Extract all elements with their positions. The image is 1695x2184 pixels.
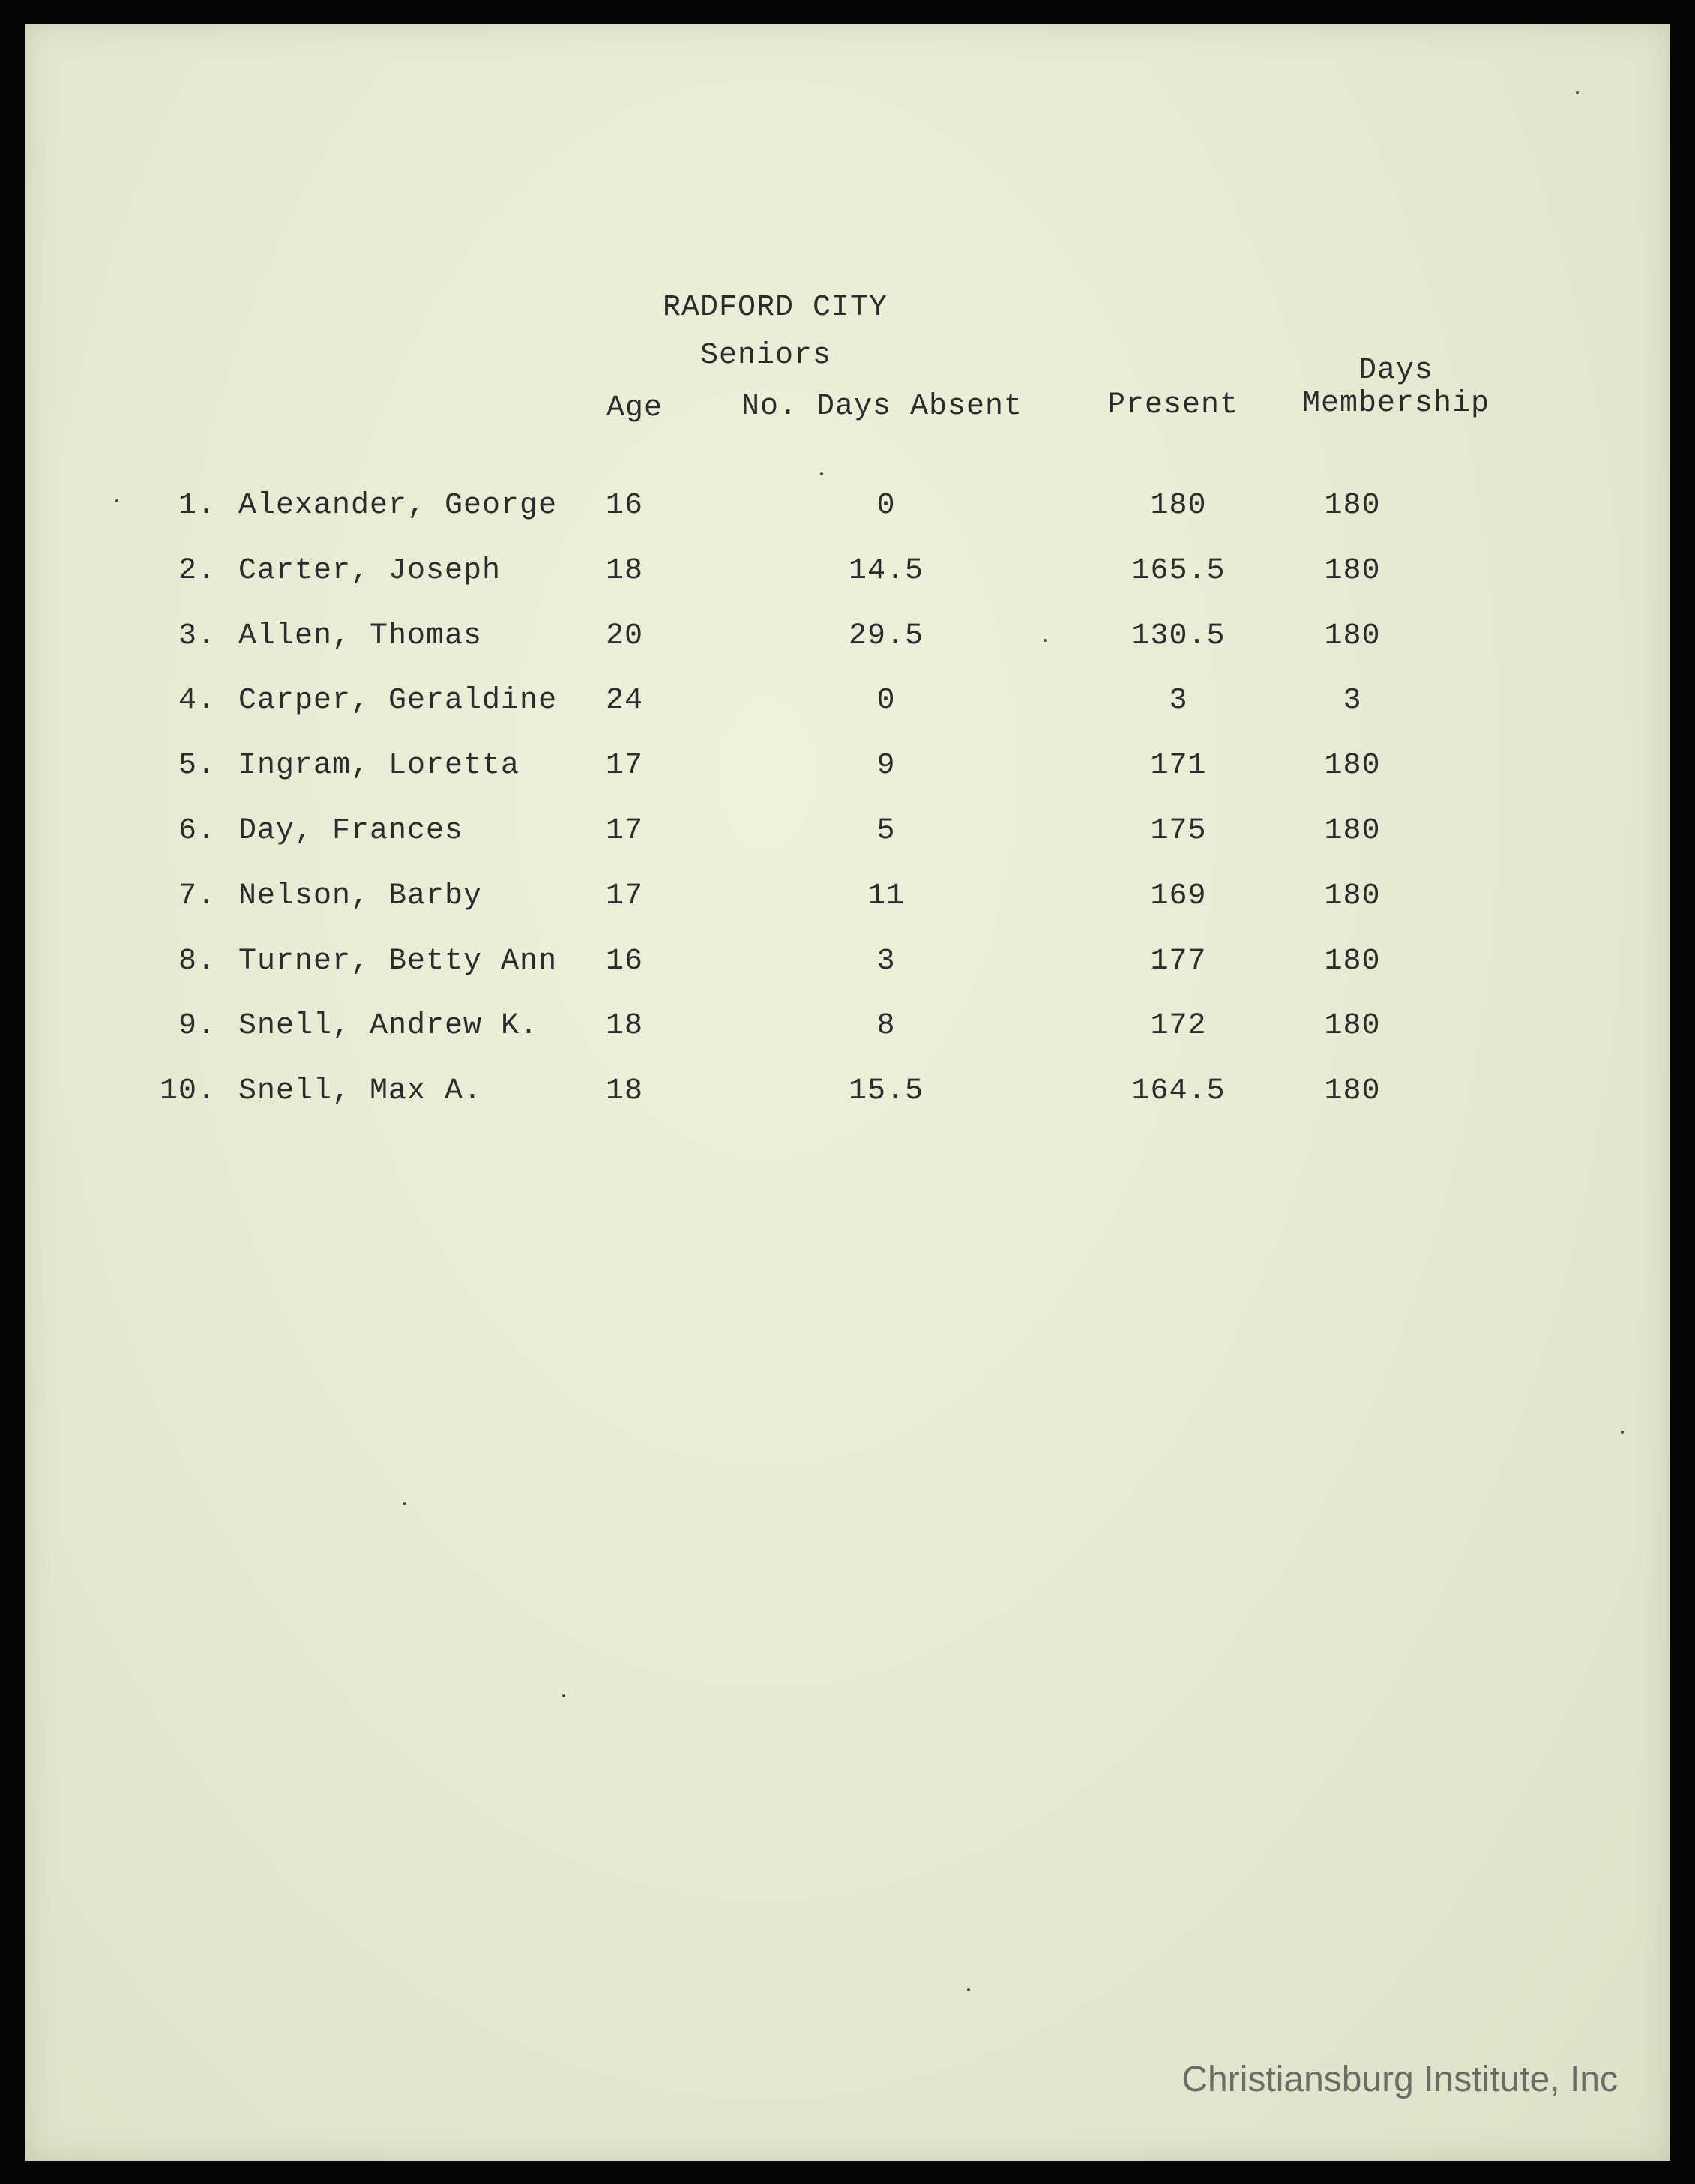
- student-name: Turner, Betty Ann: [238, 945, 558, 978]
- student-name: Carper, Geraldine: [238, 684, 558, 718]
- row-number: 10.: [159, 1074, 216, 1108]
- days-present-cell: 165.5: [1131, 554, 1226, 588]
- header-present: Present: [1107, 388, 1239, 422]
- age-cell: 16: [606, 945, 644, 978]
- document-title: RADFORD CITY: [663, 291, 888, 325]
- days-membership-cell: 180: [1324, 619, 1381, 653]
- age-cell: 18: [606, 554, 644, 588]
- row-number: 2.: [178, 554, 216, 588]
- days-absent-cell: 15.5: [848, 1074, 924, 1108]
- row-number: 7.: [178, 879, 216, 913]
- row-number: 3.: [178, 619, 216, 653]
- row-number: 1.: [178, 489, 216, 523]
- student-name: Nelson, Barby: [238, 879, 483, 913]
- student-name: Alexander, George: [238, 489, 558, 523]
- row-number: 9.: [178, 1009, 216, 1043]
- row-number: 5.: [178, 749, 216, 783]
- age-cell: 17: [606, 814, 644, 848]
- document-page: [25, 24, 1670, 2161]
- row-number: 4.: [178, 684, 216, 718]
- days-membership-cell: 3: [1343, 684, 1362, 718]
- document-subtitle: Seniors: [700, 339, 832, 373]
- header-absent: No. Days Absent: [741, 390, 1023, 424]
- days-present-cell: 164.5: [1131, 1074, 1226, 1108]
- days-absent-cell: 14.5: [848, 554, 924, 588]
- days-membership-cell: 180: [1324, 749, 1381, 783]
- paper-speck: [967, 1988, 970, 1991]
- days-membership-cell: 180: [1324, 1009, 1381, 1043]
- days-absent-cell: 8: [876, 1009, 896, 1043]
- student-name: Snell, Andrew K.: [238, 1009, 539, 1043]
- days-present-cell: 169: [1150, 879, 1207, 913]
- header-age: Age: [606, 391, 663, 425]
- age-cell: 18: [606, 1009, 644, 1043]
- days-present-cell: 171: [1150, 749, 1207, 783]
- paper-speck: [115, 499, 118, 502]
- days-absent-cell: 0: [876, 489, 896, 523]
- student-name: Snell, Max A.: [238, 1074, 483, 1108]
- days-present-cell: 130.5: [1131, 619, 1226, 653]
- days-absent-cell: 0: [876, 684, 896, 718]
- row-number: 8.: [178, 945, 216, 978]
- age-cell: 17: [606, 879, 644, 913]
- days-membership-cell: 180: [1324, 879, 1381, 913]
- paper-speck: [562, 1694, 565, 1697]
- age-cell: 20: [606, 619, 644, 653]
- paper-speck: [1044, 639, 1047, 642]
- days-membership-cell: 180: [1324, 489, 1381, 523]
- days-absent-cell: 5: [876, 814, 896, 848]
- days-present-cell: 177: [1150, 945, 1207, 978]
- student-name: Allen, Thomas: [238, 619, 483, 653]
- days-membership-cell: 180: [1324, 554, 1381, 588]
- days-present-cell: 3: [1169, 684, 1188, 718]
- days-absent-cell: 29.5: [848, 619, 924, 653]
- paper-speck: [820, 472, 823, 475]
- days-present-cell: 180: [1150, 489, 1207, 523]
- watermark-text: Christiansburg Institute, Inc: [1181, 2060, 1618, 2099]
- row-number: 6.: [178, 814, 216, 848]
- header-membership-line2: Membership: [1301, 387, 1490, 421]
- paper-speck: [1576, 91, 1579, 94]
- days-membership-cell: 180: [1324, 814, 1381, 848]
- days-present-cell: 175: [1150, 814, 1207, 848]
- age-cell: 18: [606, 1074, 644, 1108]
- paper-speck: [403, 1502, 406, 1505]
- student-name: Ingram, Loretta: [238, 749, 520, 783]
- student-name: Day, Frances: [238, 814, 464, 848]
- age-cell: 16: [606, 489, 644, 523]
- age-cell: 24: [606, 684, 644, 718]
- header-membership-line1: Days: [1358, 354, 1434, 388]
- days-membership-cell: 180: [1324, 1074, 1381, 1108]
- days-membership-cell: 180: [1324, 945, 1381, 978]
- paper-speck: [1621, 1431, 1624, 1434]
- days-absent-cell: 9: [876, 749, 896, 783]
- age-cell: 17: [606, 749, 644, 783]
- days-present-cell: 172: [1150, 1009, 1207, 1043]
- days-absent-cell: 3: [876, 945, 896, 978]
- student-name: Carter, Joseph: [238, 554, 502, 588]
- days-absent-cell: 11: [867, 879, 906, 913]
